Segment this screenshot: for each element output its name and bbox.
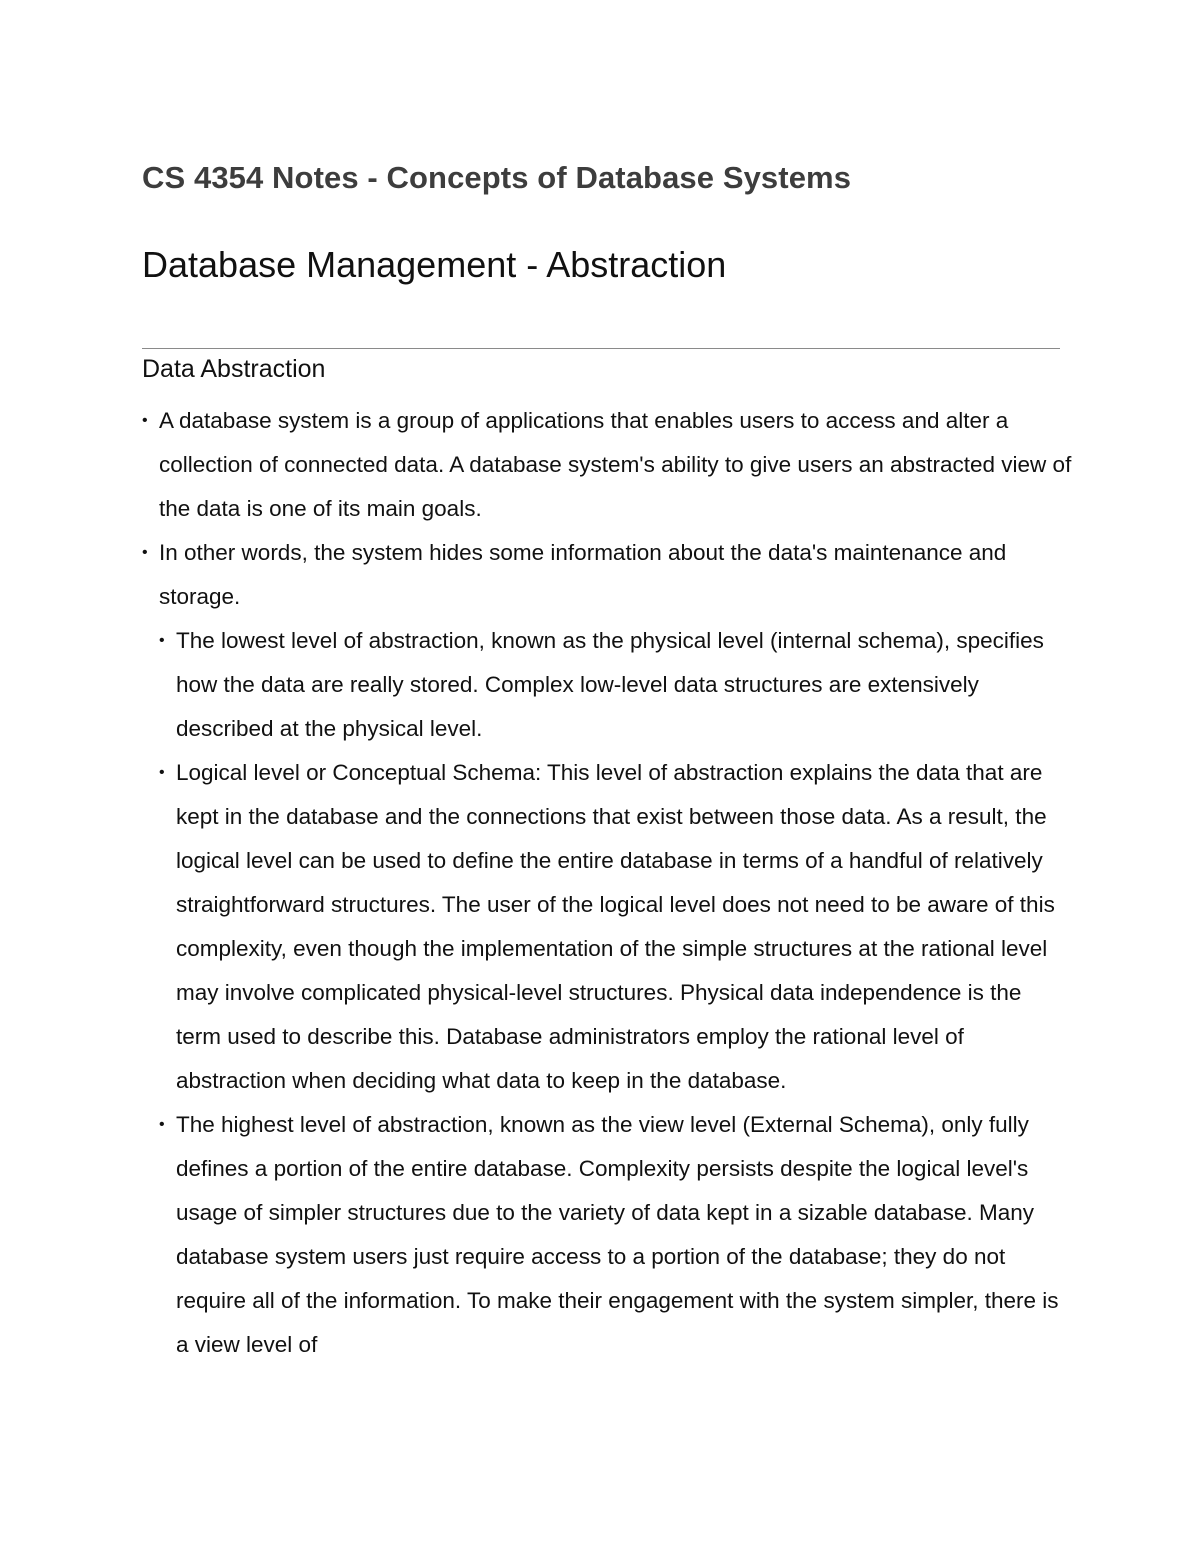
list-item [142, 751, 1072, 1103]
bullet-icon: • [142, 412, 148, 429]
list-item-text: In other words, the system hides some information about the data's maintenance and storage. [159, 540, 1007, 609]
bullet-icon: • [142, 544, 148, 561]
bullet-list [142, 399, 1072, 1367]
list-item-text: The highest level of abstraction, known as the view level (External Schema), only fully defines a portion of the entire database. Complexity persists despite the logical level's usage of simpler structures due to the variety of data kept in a sizable database. Many database system users just require access to a portion of the database; they do not require all of the information. To make their engagement with the system simpler, there is a view level of [176, 1112, 1059, 1357]
bullet-icon: • [159, 632, 165, 649]
list-item-text: The lowest level of abstraction, known as the physical level (internal schema), specifies how the data are really stored. Complex low-level data structures are extensively described at the physical level. [176, 628, 1044, 741]
list-item-text: A database system is a group of applications that enables users to access and alter a collection of connected data. A database system's ability to give users an abstracted view of the data is one of its main goals. [159, 408, 1072, 521]
document-title: CS 4354 Notes - Concepts of Database Systems [142, 160, 852, 195]
list-item [142, 399, 1072, 531]
list-item [142, 619, 1072, 751]
section-heading: Data Abstraction [142, 355, 326, 383]
list-item-text: Logical level or Conceptual Schema: This level of abstraction explains the data that are kept in the database and the connections that exist between those data. As a result, the logical level can be used to define the entire database in terms of a handful of relatively straightforward structures. The user of the logical level does not need to be aware of this complexity, even though the implementation of the simple structures at the rational level may involve complicated physical-level structures. Physical data independence is the term used to describe this. Database administrators employ the rational level of abstraction when deciding what data to keep in the database. [176, 760, 1055, 1093]
horizontal-divider [142, 348, 1060, 349]
bullet-icon: • [159, 764, 165, 781]
list-item [142, 1103, 1072, 1367]
bullet-icon: • [159, 1116, 165, 1133]
list-item [142, 531, 1072, 619]
document-subtitle: Database Management - Abstraction [142, 244, 727, 285]
